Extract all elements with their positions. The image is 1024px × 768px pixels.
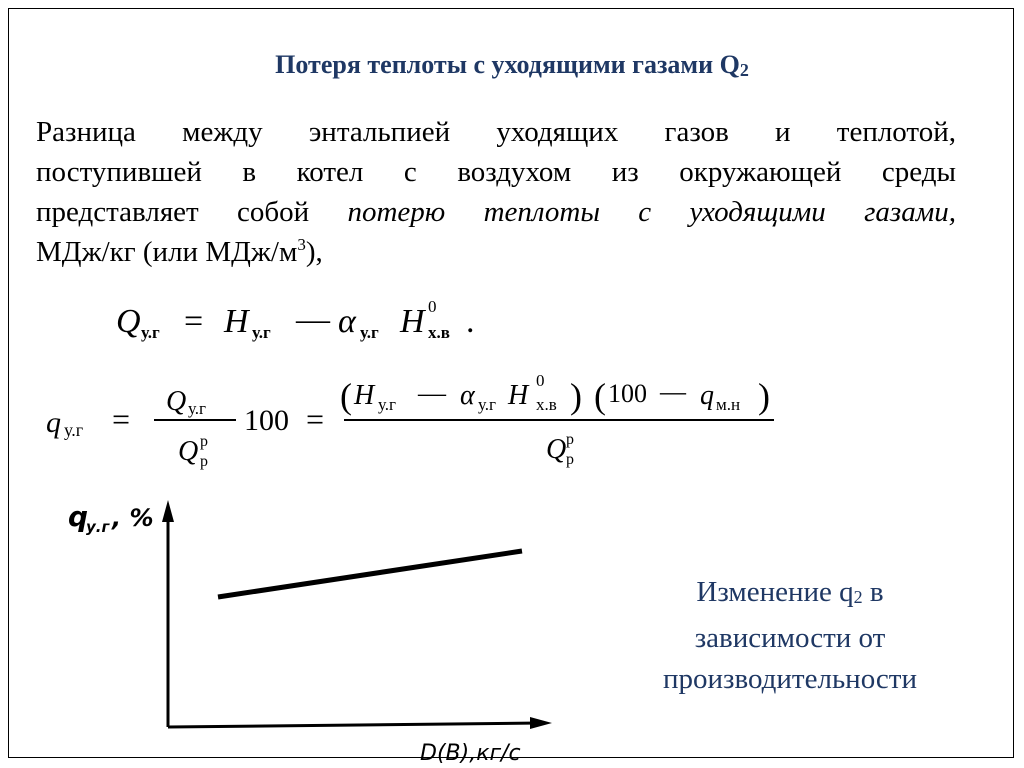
f2-num1: Q <box>166 386 187 417</box>
f2-lparen2: ( <box>594 376 606 416</box>
unit-text: МДж/кг (или МДж/м <box>36 236 298 268</box>
y-axis-label-sub: у.г <box>86 518 110 536</box>
paragraph-line-1: Разница между энтальпией уходящих газов и теплотой, <box>36 116 956 148</box>
f2-alpha-sub: у.г <box>478 395 497 414</box>
unit-end: ), <box>305 236 323 268</box>
f2-num100: 100 <box>608 379 647 408</box>
f1-alpha: α <box>338 303 356 340</box>
f2-alpha: α <box>460 380 475 411</box>
caption-line-1-main: Изменение q <box>696 576 854 608</box>
title-subscript: 2 <box>739 60 749 80</box>
f2-den1-sub: р <box>200 453 208 470</box>
f1-H0-sup: 0 <box>428 297 437 316</box>
paragraph-line-3-plain: представляет собой <box>36 196 348 228</box>
f1-H-sub: у.г <box>252 323 271 342</box>
f1-minus: — <box>296 301 330 338</box>
x-axis-arrow <box>530 717 552 729</box>
f1-Q: Q <box>116 303 141 340</box>
y-axis-arrow <box>162 500 174 522</box>
f1-H0-sub: х.в <box>428 323 450 342</box>
f2-q: q <box>46 406 61 439</box>
f2-den1: Q <box>178 436 199 467</box>
f2-num1-sub: у.г <box>188 399 207 418</box>
y-axis-label-unit: , % <box>112 504 154 532</box>
x-axis-label: D(B),кг/с <box>420 741 521 766</box>
f1-H0: H <box>400 303 425 340</box>
f2-H0-sub: х.в <box>536 395 557 414</box>
f2-rparen2: ) <box>758 376 770 416</box>
f1-alpha-sub: у.г <box>360 323 379 342</box>
f2-H: H <box>354 380 375 411</box>
paragraph-line-3-italic: потерю теплоты с уходящими газами, <box>347 196 956 228</box>
f2-eq2: = <box>306 401 325 437</box>
f2-minus1: — <box>418 378 446 409</box>
f2-eq1: = <box>112 401 131 437</box>
caption-line-1-sub: 2 <box>853 587 863 607</box>
f2-rparen: ) <box>570 376 582 416</box>
f1-dot: . <box>466 303 475 340</box>
y-axis-label: q <box>68 500 89 533</box>
f1-H: H <box>224 303 249 340</box>
f2-den2-sup: р <box>566 431 574 448</box>
f2-H0: H <box>508 380 529 411</box>
f2-H0-sup: 0 <box>536 371 545 390</box>
f1-eq: = <box>184 303 204 340</box>
caption-line-2: зависимости от <box>694 622 886 654</box>
graph-caption <box>640 572 940 700</box>
caption-line-3: производительности <box>663 663 917 695</box>
f2-lparen: ( <box>340 376 352 416</box>
f2-H-sub: у.г <box>378 395 397 414</box>
f2-minus2: — <box>660 377 686 406</box>
f2-hundred: 100 <box>244 404 289 437</box>
x-axis <box>168 723 540 727</box>
caption-line-1 <box>640 572 940 618</box>
q2-trend-line <box>218 551 522 597</box>
paragraph-line-2: поступившей в котел с воздухом из окружающей среды <box>36 156 956 188</box>
f2-den2: Q <box>546 434 567 465</box>
title-main: Потеря теплоты с уходящими газами Q <box>275 50 740 79</box>
caption-line-1-end: в <box>862 576 884 608</box>
f2-den1-sup: р <box>200 433 208 450</box>
f2-qm-sub: м.н <box>716 395 741 414</box>
f1-Q-sub: у.г <box>141 323 160 342</box>
f2-qm: q <box>700 380 714 411</box>
unit-superscript: 3 <box>297 235 306 254</box>
f2-q-sub: у.г <box>64 420 84 440</box>
f2-den2-sub: р <box>566 451 574 468</box>
